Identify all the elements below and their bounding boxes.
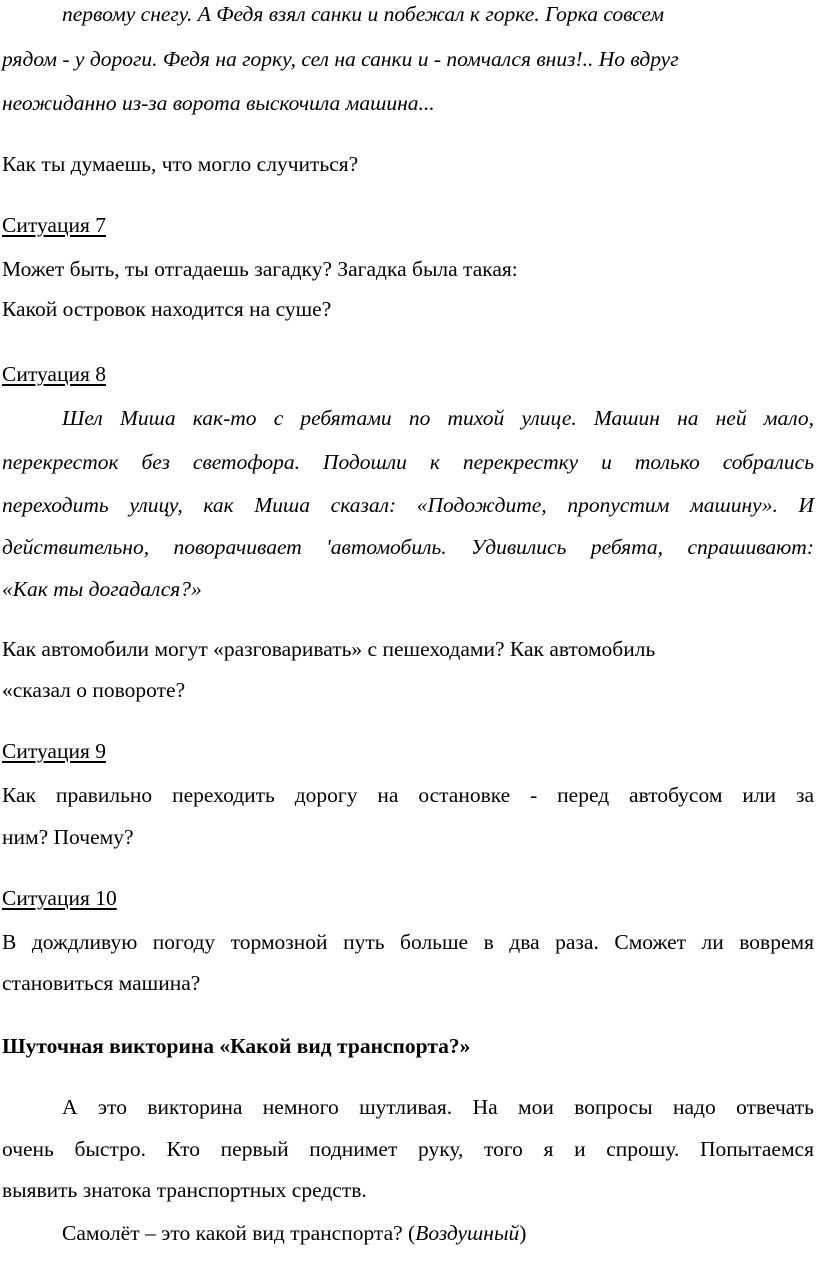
paragraph-line: неожиданно из-за ворота выскочила машина... [2,91,435,115]
story-line: действительно, поворачивает 'автомобиль. Удивились ребята, спрашивают: [2,535,814,559]
story-line: «Как ты догадался?» [2,577,202,601]
paragraph-line: рядом - у дороги. Федя на горку, сел на санки и - помчался вниз!.. Но вдруг [2,47,679,71]
situation-heading: Ситуация 10 [2,886,117,910]
quiz-question [2,1221,814,1246]
situation-heading: Ситуация 8 [2,362,106,386]
quiz-intro-line: выявить знатока транспортных средств. [2,1178,367,1202]
question-text: «сказал о повороте? [2,678,186,702]
paragraph-line: первому снегу. А Федя взял санки и побежал к горке. Горка совсем [62,2,665,26]
quiz-question-close: ) [519,1221,527,1245]
situation-heading: Ситуация 9 [2,739,106,763]
question-text: Какой островок находится на суше? [2,297,332,321]
question-text: Как автомобили могут «разговаривать» с пешеходами? Как автомобиль [2,637,656,661]
situation-heading: Ситуация 7 [2,213,106,237]
question-text: В дождливую погоду тормозной путь больше в два раза. Сможет ли вовремя [2,930,814,954]
question-text: Может быть, ты отгадаешь загадку? Загадка была такая: [2,257,518,281]
question-text: Как правильно переходить дорогу на остановке - перед автобусом или за [2,783,814,807]
question-text: становиться машина? [2,971,201,995]
story-line: переходить улицу, как Миша сказал: «Подождите, пропустим машину». И [2,493,814,517]
question-text: Как ты думаешь, что могло случиться? [2,152,359,176]
quiz-intro-line: очень быстро. Кто первый поднимет руку, того я и спрошу. Попытаемся [2,1137,814,1161]
story-line: Шел Миша как-то с ребятами по тихой улице. Машин на ней мало, [62,406,814,430]
question-text: ним? Почему? [2,825,134,849]
quiz-intro-line: А это викторина немного шутливая. На мои вопросы надо отвечать [62,1095,814,1119]
quiz-question-text: Самолёт – это какой вид транспорта? ( [62,1221,416,1245]
quiz-answer: Воздушный [415,1221,520,1245]
quiz-title: Шуточная викторина «Какой вид транспорта?» [2,1034,471,1058]
story-line: перекресток без светофора. Подошли к перекрестку и только собрались [2,450,814,474]
